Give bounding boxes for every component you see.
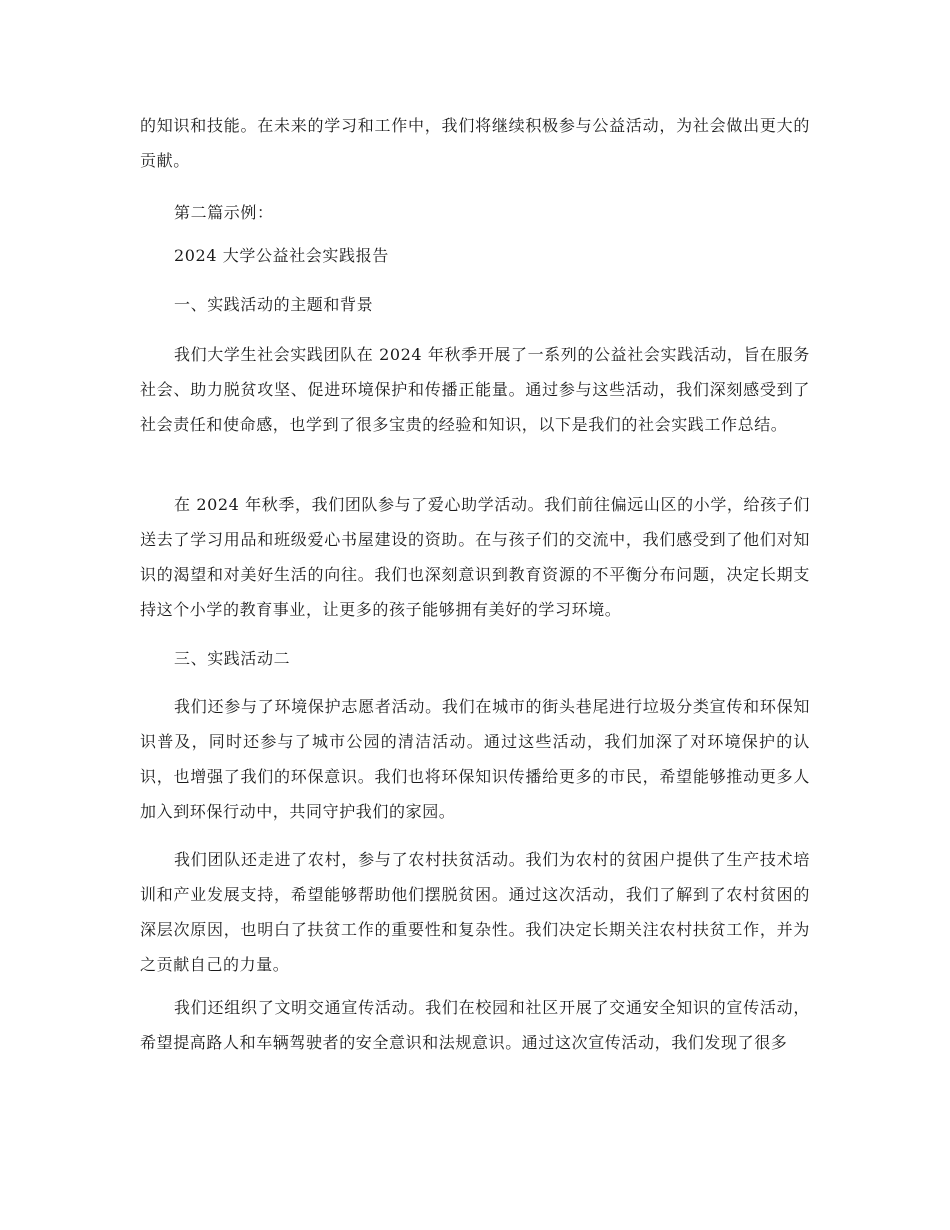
heading-theme-background: 一、实践活动的主题和背景 bbox=[174, 295, 374, 314]
heading-activity-two: 三、实践活动二 bbox=[174, 649, 291, 668]
section-label-second-example: 第二篇示例： bbox=[174, 203, 274, 222]
paragraph-environment-activity: 我们还参与了环境保护志愿者活动。我们在城市的街头巷尾进行垃圾分类宣传和环保知识普及，同时还参与了城市公园的清洁活动。通过这些活动，我们加深了对环境保护的认识，也增强了我们的环保意识。我们也将环保知识传播给更多的市民，希望能够推动更多人加入到环保行动中，共同守护我们的家园。 bbox=[140, 697, 810, 821]
paragraph-poverty-activity: 我们团队还走进了农村，参与了农村扶贫活动。我们为农村的贫困户提供了生产技术培训和产业发展支持，希望能够帮助他们摆脱贫困。通过这次活动，我们了解到了农村贫困的深层次原因，也明白了扶贫工作的重要性和复杂性。我们决定长期关注农村扶贫工作，并为之贡献自己的力量。 bbox=[140, 850, 810, 974]
report-title: 2024 大学公益社会实践报告 bbox=[174, 246, 389, 265]
paragraph-continuation: 的知识和技能。在未来的学习和工作中，我们将继续积极参与公益活动，为社会做出更大的贡献。 bbox=[140, 116, 810, 170]
paragraph-education-activity: 在 2024 年秋季，我们团队参与了爱心助学活动。我们前往偏远山区的小学，给孩子们送去了学习用品和班级爱心书屋建设的资助。在与孩子们的交流中，我们感受到了他们对知识的渴望和对美好生活的向往。我们也深刻意识到教育资源的不平衡分布问题，决定长期支持这个小学的教育事业，让更多的孩子能够拥有美好的学习环境。 bbox=[140, 495, 810, 619]
paragraph-intro: 我们大学生社会实践团队在 2024 年秋季开展了一系列的公益社会实践活动，旨在服务社会、助力脱贫攻坚、促进环境保护和传播正能量。通过参与这些活动，我们深刻感受到了社会责任和使命感，也学到了很多宝贵的经验和知识，以下是我们的社会实践工作总结。 bbox=[140, 345, 810, 434]
paragraph-traffic-activity: 我们还组织了文明交通宣传活动。我们在校园和社区开展了交通安全知识的宣传活动，希望提高路人和车辆驾驶者的安全意识和法规意识。通过这次宣传活动，我们发现了很多 bbox=[140, 998, 810, 1052]
